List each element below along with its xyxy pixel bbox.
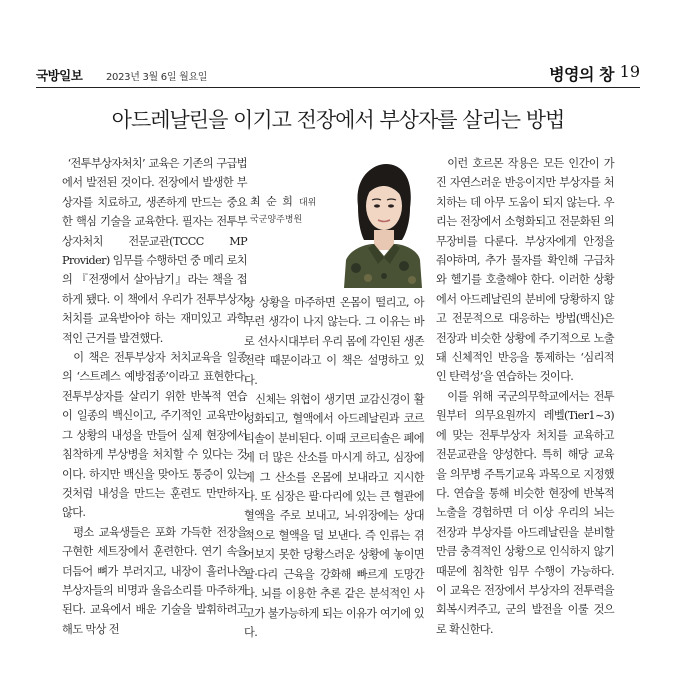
author-unit: 국군양주병원 [250,215,303,225]
paragraph: ‘전투부상자처치’ 교육은 기존의 구급법에서 발전된 것이다. 전장에서 발생한 부상자를 치료하고, 생존하게 만드는 중요한 핵심 기술을 교육한다. 필자는 전투부상자처치 전문교관(TCCC MP Provider) 임무를 수행하던 중 메리 로치의 『전쟁에서 살아남기』라는 책을 접하게 됐다. 이 책에서 우리가 전투부상자 처치를 교육받아야 하는 재미있고 과학적인 근거를 발견했다. [62,157,247,345]
author-rank: 대위 [298,198,317,208]
paragraph: 이를 위해 국군의무학교에서는 전투원부터 의무요원까지 레벨(Tier1~3)에 맞는 전투부상자 처치를 교육하고 전문교관을 양성한다. 특히 해당 교육을 의무병 주특기교육 과목으로 지정했다. 연습을 통해 비슷한 현장에 반복적 노출을 경험하면 더 이상 우리의 뇌는 전장과 부상자를 아드레날린을 분비할 만큼 충격적인 상황으로 인식하지 않기 때문에 침착한 임무 수행이 가능하다. 이 교육은 전장에서 부상자의 전투력을 회복시켜주고, 군의 발전을 이룰 것으로 확신한다. [436,389,614,636]
article-column-2 [244,293,424,642]
article-headline: 아드레날린을 이기고 전장에서 부상자를 살리는 방법 [111,108,565,132]
paragraph: 평소 교육생들은 포화 가득한 전장을 구현한 세트장에서 훈련한다. 연기 속을 더듬어 뼈가 부러지고, 내장이 흘러나온 부상자들의 비명과 울음소리를 마주하게 된다. 교육에서 배운 기술을 발휘하려고 해도 막상 전 [62,525,247,636]
page-number: 19 [619,62,640,81]
paragraph: 이런 호르몬 작용은 모든 인간이 가진 자연스러운 반응이지만 부상자를 처치하는 데 아무 도움이 되지 않는다. 우리는 전장에서 소형화되고 전문화된 의무장비를 다룬다. 부상자에게 안정을 줘야하며, 추가 물자를 확인해 구급차와 헬기를 호출해야 한다. 이러한 상황에서 아드레날린의 분비에 당황하지 않고 전문적으로 대응하는 방법(백신)은 전장과 비슷한 상황에 주기적으로 노출돼 신체적인 반응을 통제하는 ‘심리적인 탄력성’을 연습하는 것이다. [436,157,614,384]
author-portrait-icon [340,160,424,288]
issue-date: 2023년 3월 6일 월요일 [106,72,208,83]
paragraph: 장 상황을 마주하면 온몸이 떨리고, 아무런 생각이 나지 않는다. 그 이유는 바로 선사시대부터 우리 몸에 각인된 생존전략 때문이라고 이 책은 설명하고 있다. [244,296,424,387]
article-column-1 [62,154,247,639]
paragraph: 이 책은 전투부상자 처치교육을 일종의 ‘스트레스 예방접종’이라고 표현한다. 전투부상자를 살리기 위한 반복적 연습이 일종의 백신이고, 주기적인 교육만이 그 상황의 내성을 만들어 실제 현장에서 침착하게 부상병을 처치할 수 있다는 것이다. 하지만 백신을 맞아도 통증이 있는 것처럼 내성을 만드는 훈련도 만만하지 않다. [62,351,247,520]
author-portrait [340,160,424,288]
section-title: 병영의 창 [549,65,614,84]
header-rule [36,87,640,88]
author-name: 최 순 희 [250,195,294,208]
page-header [36,60,640,84]
paragraph: 신체는 위협이 생기면 교감신경이 활성화되고, 혈액에서 아드레날린과 코르티솔이 분비된다. 이때 코르티솔은 폐에게 더 많은 산소를 마시게 하고, 심장에게 그 산소를 온몸에 보내라고 지시한다. 또 심장은 팔·다리에 있는 큰 혈관에 혈액을 주로 보내고, 뇌·위장에는 상대적으로 혈액을 덜 보낸다. 즉 인류는 겪어보지 못한 당황스러운 상황에 놓이면 팔·다리 근육을 강화해 빠르게 도망간다. 뇌를 이용한 추론 같은 분석적인 사고가 불가능하게 되는 이유가 여기에 있다. [244,393,424,639]
masthead-logo: 국방일보 [36,68,83,83]
article-column-3 [436,154,614,639]
author-byline [250,190,316,225]
